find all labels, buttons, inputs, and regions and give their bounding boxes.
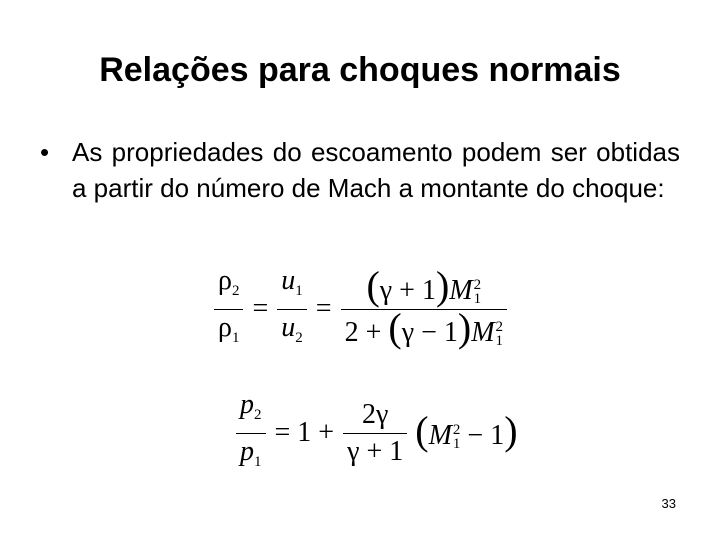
u1-symbol: u <box>281 264 296 296</box>
pressure-ratio-fraction: $\frac{p_2}{p_1}$ <box>236 387 266 480</box>
minus-one: − 1 <box>467 419 505 451</box>
page-number: 33 <box>661 496 676 511</box>
mach-symbol: M <box>428 419 452 451</box>
bullet-text: As propriedades do escoamento podem ser obtidas a partir do número de Mach a montante do choque: <box>72 137 680 203</box>
bullet-dot-icon: • <box>40 137 50 167</box>
mach-symbol: M <box>449 274 473 306</box>
bullet-item <box>40 134 680 206</box>
two-gamma: 2γ <box>361 398 389 430</box>
equals-sign: = <box>252 293 269 324</box>
rho1-symbol: ρ <box>218 311 232 343</box>
slide-title: Relações para choques normais <box>99 51 621 89</box>
equals-one-plus: = 1 + <box>274 417 335 448</box>
two-plus: 2 + <box>344 316 382 348</box>
gamma-coefficient-fraction <box>343 397 407 470</box>
gamma-plus-one: γ + 1 <box>379 274 436 306</box>
density-ratio-fraction: $\frac{\rho_2}{\rho_1}$ <box>214 263 243 356</box>
mach-term: (M 2 1 − 1) <box>415 407 518 453</box>
gamma-plus-one: γ + 1 <box>347 435 404 467</box>
density-velocity-ratio-equation <box>210 262 511 352</box>
equals-sign: = <box>315 293 332 324</box>
p1-symbol: p <box>240 435 254 467</box>
mach-ratio-fraction: (γ + 1)M 2 1 2 + (γ − 1)M 2 1 <box>341 268 507 351</box>
p2-symbol: p <box>240 388 254 420</box>
velocity-ratio-fraction: $\frac{u_1}{u_2}$ <box>277 263 307 356</box>
gamma-minus-one: γ − 1 <box>401 316 458 348</box>
mach-symbol: M <box>471 316 495 348</box>
rho2-symbol: ρ <box>218 264 232 296</box>
u2-symbol: u <box>281 311 296 343</box>
pressure-ratio-equation <box>232 390 522 476</box>
